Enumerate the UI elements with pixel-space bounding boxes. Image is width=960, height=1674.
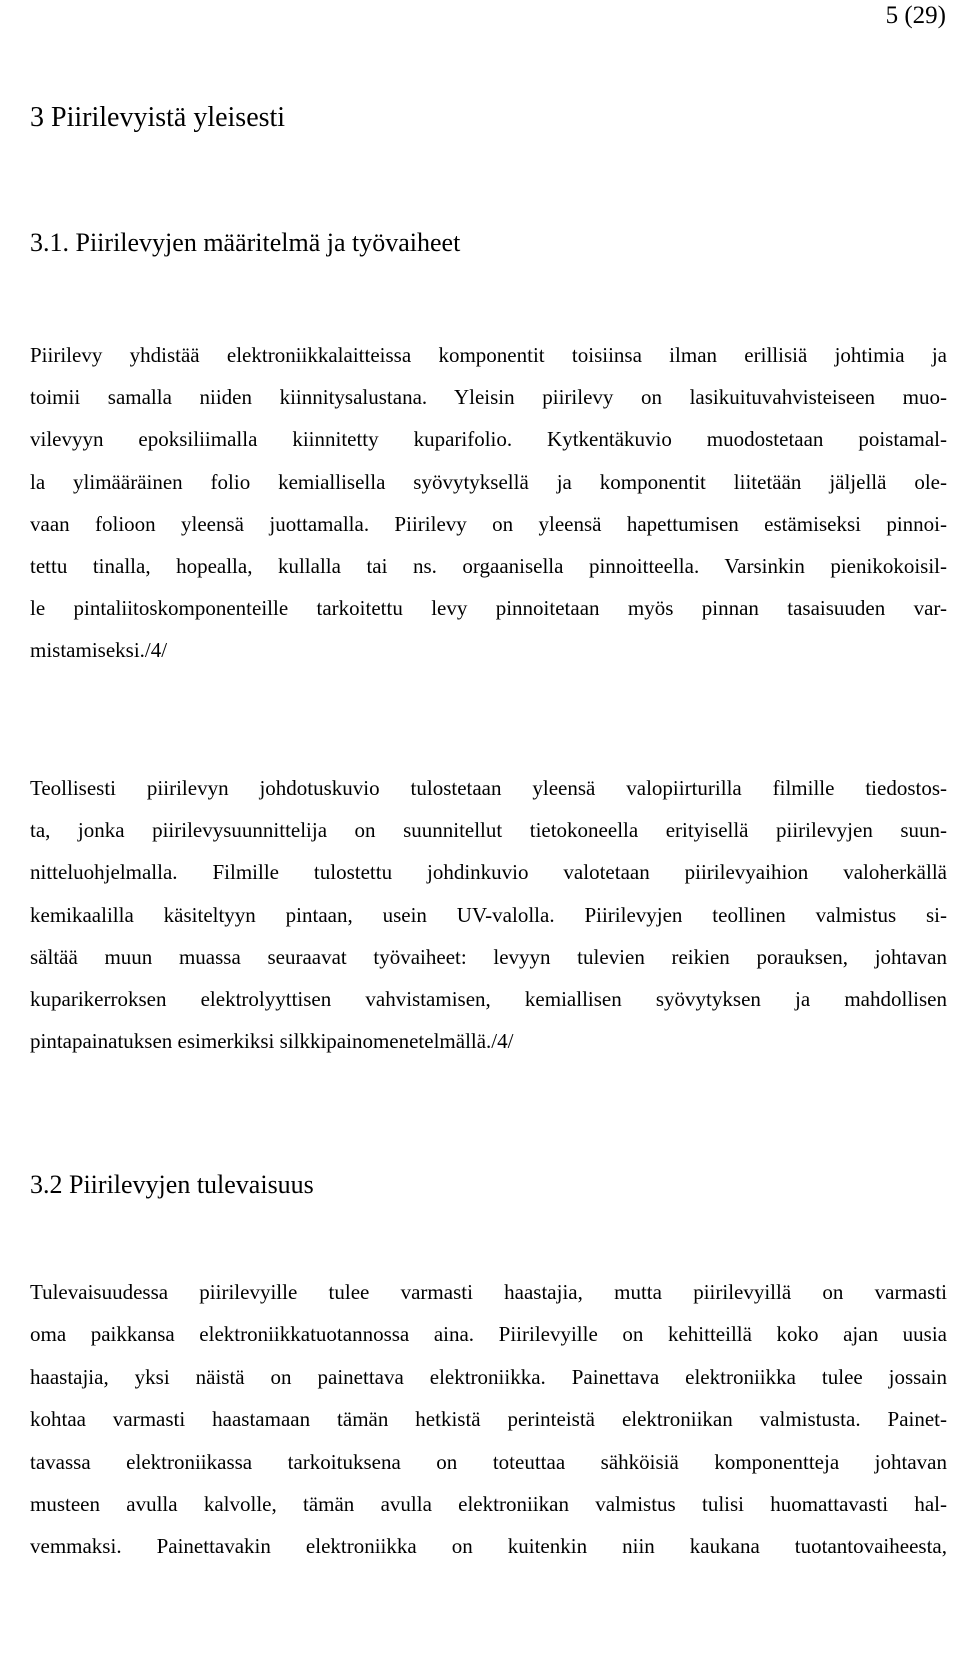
page-number: 5 (29) xyxy=(885,2,946,29)
text-line: musteen avulla kalvolle, tämän avulla elektroniikan valmistus tulisi huomattavasti hal- xyxy=(30,1492,947,1516)
text-line: la ylimääräinen folio kemiallisella syövytyksellä ja komponentit liitetään jäljellä ole- xyxy=(30,470,947,494)
text-line: Teollisesti piirilevyn johdotuskuvio tulostetaan yleensä valopiirturilla filmille tiedostos- xyxy=(30,776,947,800)
text-line: sältää muun muassa seuraavat työvaiheet: levyyn tulevien reikien porauksen, johtavan xyxy=(30,945,947,969)
text-line: nitteluohjelmalla. Filmille tulostettu johdinkuvio valotetaan piirilevyaihion valoherkällä xyxy=(30,860,947,884)
text-line: kohtaa varmasti haastamaan tämän hetkistä perinteistä elektroniikan valmistusta. Painet- xyxy=(30,1407,947,1431)
text-line: tavassa elektroniikassa tarkoituksena on toteuttaa sähköisiä komponentteja johtavan xyxy=(30,1450,947,1474)
text-line: Piirilevy yhdistää elektroniikkalaitteissa komponentit toisiinsa ilman erillisiä johtimia ja xyxy=(30,343,947,367)
text-line: kuparikerroksen elektrolyyttisen vahvistamisen, kemiallisen syövytyksen ja mahdollisen xyxy=(30,987,947,1011)
text-line: vaan folioon yleensä juottamalla. Piirilevy on yleensä hapettumisen estämiseksi pinnoi- xyxy=(30,512,947,536)
text-line: vemmaksi. Painettavakin elektroniikka on kuitenkin niin kaukana tuotantovaiheesta, xyxy=(30,1534,947,1558)
text-line: ta, jonka piirilevysuunnittelija on suunnitellut tietokoneella erityisellä piirilevyjen suun- xyxy=(30,818,947,842)
text-line: vilevyyn epoksiliimalla kiinnitetty kuparifolio. Kytkentäkuvio muodostetaan poistamal- xyxy=(30,427,947,451)
text-line: haastajia, yksi näistä on painettava elektroniikka. Painettava elektroniikka tulee jossain xyxy=(30,1365,947,1389)
text-line: toimii samalla niiden kiinnitysalustana. Yleisin piirilevy on lasikuituvahvisteiseen muo- xyxy=(30,385,947,409)
text-line: pintapainatuksen esimerkiksi silkkipainomenetelmällä./4/ xyxy=(30,1029,514,1053)
chapter-heading: 3 Piirilevyistä yleisesti xyxy=(30,102,286,133)
text-line: tettu tinalla, hopealla, kullalla tai ns. orgaanisella pinnoitteella. Varsinkin pienikokoisil- xyxy=(30,554,947,578)
text-line: le pintaliitoskomponenteille tarkoitettu levy pinnoitetaan myös pinnan tasaisuuden var- xyxy=(30,596,947,620)
text-line: kemikaalilla käsiteltyyn pintaan, usein UV-valolla. Piirilevyjen teollinen valmistus si- xyxy=(30,903,947,927)
text-line: oma paikkansa elektroniikkatuotannossa aina. Piirilevyille on kehitteillä koko ajan uusia xyxy=(30,1322,947,1346)
text-line: Tulevaisuudessa piirilevyille tulee varmasti haastajia, mutta piirilevyillä on varmasti xyxy=(30,1280,947,1304)
text-line: mistamiseksi./4/ xyxy=(30,638,168,662)
section-heading-3-1: 3.1. Piirilevyjen määritelmä ja työvaiheet xyxy=(30,228,461,257)
section-heading-3-2: 3.2 Piirilevyjen tulevaisuus xyxy=(30,1170,314,1199)
